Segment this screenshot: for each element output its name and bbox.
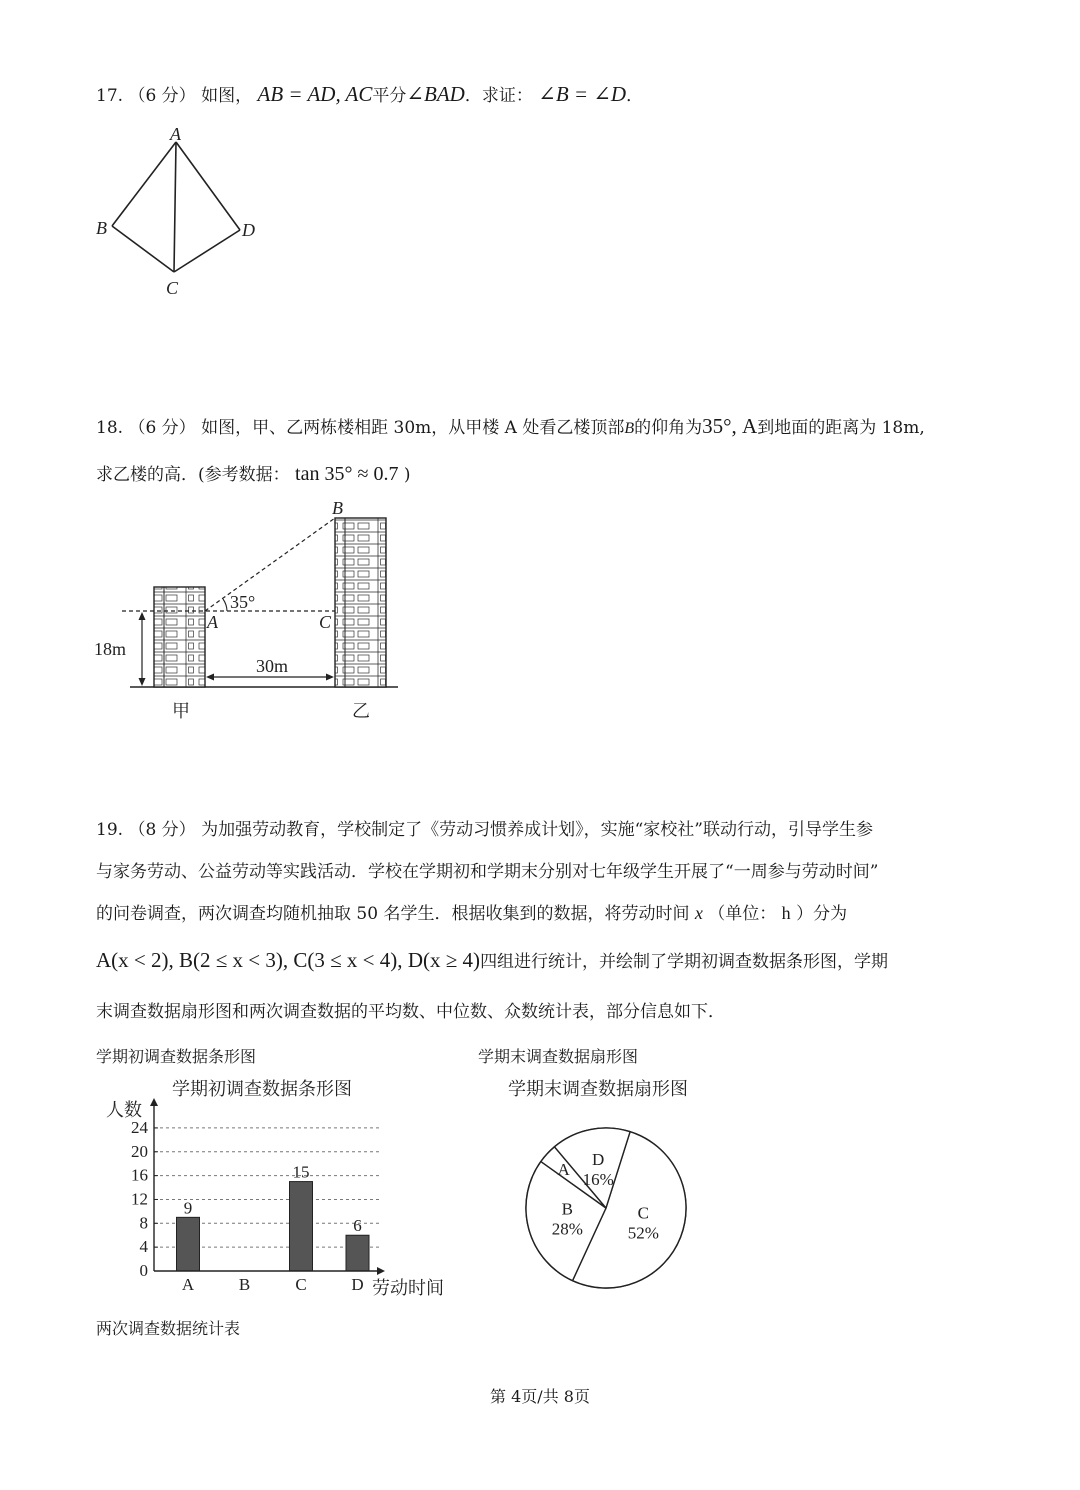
q19-text3b: （单位： [708,904,777,924]
q17-number: 17. [96,86,124,106]
q18-text-b: 的仰角为 [634,418,703,438]
q18-label-height: 18m [94,639,127,659]
q17-segment-dc [174,230,240,272]
q18-line2-end: ) [403,465,411,485]
q19-text3a: 的问卷调查，两次调查均随机抽取 50 名学生．根据收集到的数据，将劳动时间 [96,904,690,924]
q17-segment-ac [174,142,176,272]
bar-value-label-C: 15 [292,1162,310,1182]
q17-segment-bc [112,226,174,272]
q18-label-yi: 乙 [352,701,370,721]
q19-text1: 为加强劳动教育，学校制定了《劳动习惯养成计划》，实施“家校社”联动行动，引导学生参 [201,820,873,840]
q19-line3 [96,903,847,925]
q17-figure [90,120,280,300]
q17-end: ． [626,86,644,106]
q18-statement-line1 [96,414,925,439]
q19-line2: 与家务劳动、公益劳动等实践活动．学校在学期初和学期末分别对七年级学生开展了“一周参与劳动时间” [96,862,879,882]
bar-x-axis-arrow [377,1267,385,1275]
q18-text-a: 如图，甲、乙两栋楼相距 30m，从甲楼 A 处看乙楼顶部 [201,418,625,438]
q17-given-a: AB = AD, AC [257,82,373,106]
q19-score: （8 分） [128,820,196,840]
bar-chart [96,1072,466,1312]
bar-ytick-label: 20 [131,1141,148,1161]
bar-y-axis-arrow [150,1098,158,1106]
bar-value-label-D: 6 [353,1216,362,1236]
pie-percent-C: 52% [627,1223,659,1243]
bar-category-label-B: B [238,1275,251,1294]
q17-given-c: ∠BAD [406,82,465,106]
bar-ytick-label: 0 [139,1261,148,1280]
q18-label-angle: 35° [230,592,256,612]
q18-label-a: A [207,612,218,632]
q17-lead: 如图， [201,86,253,106]
q19-text3c: ）分为 [796,904,848,924]
pie-chart [500,1072,730,1302]
q18-sight-line [205,518,335,611]
q18-figure [90,496,420,726]
q19-groups: A(x < 2), B(2 ≤ x < 3), C(3 ≤ x < 4), [96,948,403,972]
bar-category-label-D: D [351,1275,364,1294]
q18-label-distance: 30m [256,656,289,676]
q18-building-yi [335,518,386,687]
bar-ytick-label: 16 [131,1165,148,1185]
q18-label-c: C [319,612,332,632]
pie-percent-D: 16% [582,1169,614,1189]
pie-label-C: C [637,1203,649,1223]
q17-label-b: B [96,218,107,238]
bar-chart-xlabel: 劳动时间 [372,1278,444,1298]
q19-number: 19. [96,820,124,840]
pie-label-A: A [557,1159,570,1179]
q17-segment-ab [112,142,176,226]
q17-statement [96,82,643,107]
q19-line1 [96,820,873,840]
q18-angle: 35°, A [702,414,758,438]
bar-ytick-label: 12 [131,1189,148,1209]
q17-segment-ad [176,142,240,230]
q18-statement-line2 [96,462,411,486]
bar-ytick-label: 8 [139,1213,148,1233]
bar-category-label-C: C [295,1275,307,1294]
bar-ytick-label: 24 [131,1117,148,1137]
q17-score: （6 分） [128,86,196,106]
q18-reference: tan 35° ≈ 0.7 [295,463,399,485]
q17-label-c: C [166,278,179,298]
q19-text4b: 四组进行统计，并绘制了学期初调查数据条形图，学期 [480,952,889,972]
table-caption: 两次调查数据统计表 [96,1319,241,1338]
pie-percent-B: 28% [551,1219,583,1239]
q18-distance-arrowhead-right [326,674,334,681]
pie-label-B: B [561,1199,574,1219]
q18-building-jia [154,587,205,687]
q19-line4 [96,948,888,973]
q19-unit-h: h [781,903,791,923]
bar-D [346,1235,369,1271]
q18-point-b: B [624,420,635,437]
q17-label-a: A [170,124,181,144]
bar-chart-ylabel: 人数 [106,1100,142,1120]
q18-score: （6 分） [128,418,196,438]
q18-height-arrowhead-top [139,612,146,620]
q19-line5: 末调查数据扇形图和两次调查数据的平均数、中位数、众数统计表，部分信息如下． [96,1002,725,1022]
bar-category-label-A: A [181,1275,195,1294]
q18-line2: 求乙楼的高．(参考数据： [96,465,290,485]
q18-height-arrowhead-bottom [139,678,146,686]
q17-prove: ∠B = ∠D [538,82,627,106]
q18-number: 18. [96,418,124,438]
q17-label-d: D [242,220,255,240]
q18-angle-arc [223,599,227,611]
q17-given-b: 平分 [372,86,407,106]
q19-var-x: x [694,903,703,923]
q18-label-jia: 甲 [172,701,190,721]
bar-ytick-label: 4 [139,1237,148,1257]
q18-label-b: B [332,498,343,518]
q18-distance-arrowhead-left [206,674,214,681]
page-footer: 第 4页/共 8页 [490,1387,590,1406]
bar-chart-title: 学期初调查数据条形图 [172,1079,352,1099]
q17-prove-label: ．求证： [464,86,533,106]
pie-chart-title: 学期末调查数据扇形图 [508,1079,688,1099]
q19-group-d: D(x ≥ 4) [407,948,481,972]
bar-A [177,1217,200,1271]
bar-chart-caption: 学期初调查数据条形图 [96,1047,257,1066]
q18-text-c: 到地面的距离为 18m, [757,418,925,438]
bar-value-label-A: 9 [183,1198,193,1218]
pie-label-D: D [592,1149,605,1169]
pie-chart-caption: 学期末调查数据扇形图 [478,1047,639,1066]
bar-C [290,1182,313,1271]
